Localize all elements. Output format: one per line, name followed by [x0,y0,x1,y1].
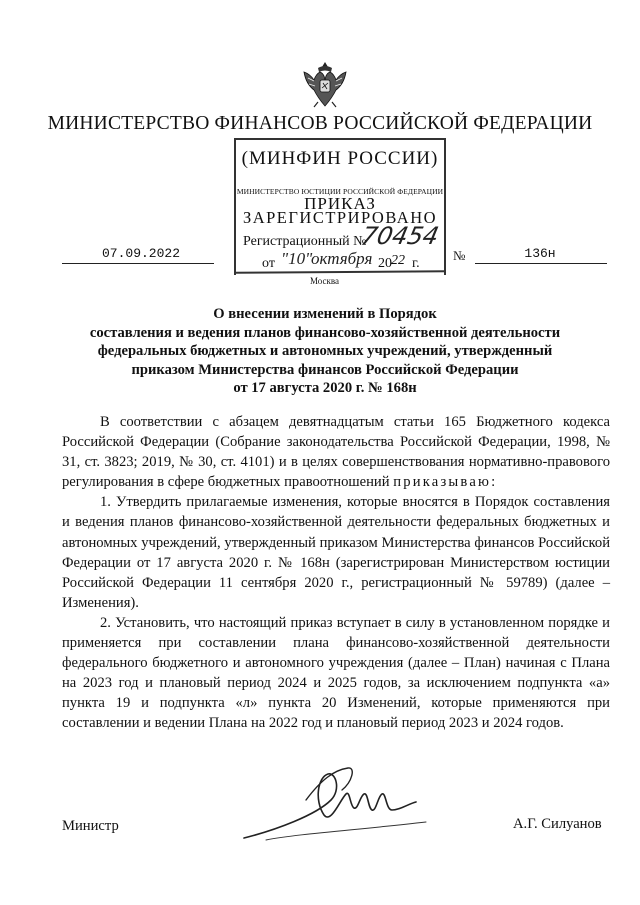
stamp-ministry-small: МИНИСТЕРСТВО ЮСТИЦИИ РОССИЙСКОЙ ФЕДЕРАЦИИ [236,187,444,196]
heading-line: федеральных бюджетных и автономных учреждений, утвержденный [97,343,553,359]
city-label: Москва [310,276,339,286]
handwritten-signature [236,760,436,845]
document-body [62,412,610,734]
heading-line: О внесении изменений в Порядок [213,306,437,322]
document-heading [60,305,590,398]
paragraph-1: 1. Утвердить прилагаемые изменения, которые вносятся в Порядок составления и ведения планов финансово-хозяйственной деятельности федеральных бюджетных и автономных учреждений, утвержденный приказом Министерства финансов Российской Федерации от 17 августа 2020 г. № 168н (зарегистрирован Министерством юстиции Российской Федерации 11 сентября 2020 г., регистрационный № 59789) (далее – Изменения). [62,494,610,611]
paragraph-preamble [62,412,610,492]
stamp-date-year-hand: 22 [391,253,405,268]
stamp-reg-label: Регистрационный № [243,234,367,249]
signatory-name: А.Г. Силуанов [513,816,602,832]
stamp-date-year: 20 [378,256,392,271]
number-sign: № [453,248,466,263]
signatory-position: Министр [62,818,119,834]
stamp-date-month: октября [311,249,373,268]
ministry-title: МИНИСТЕРСТВО ФИНАНСОВ РОССИЙСКОЙ ФЕДЕРАЦИИ [47,113,593,134]
stamp-reg-number: 70454 [359,222,442,250]
heading-line: от 17 августа 2020 г. № 168н [233,380,417,396]
stamp-date-prefix: от [262,256,275,271]
order-word: приказываю: [393,474,498,491]
coat-of-arms-emblem [300,58,350,110]
paragraph-2: 2. Установить, что настоящий приказ вступает в силу в установленном порядке и применяется при составлении плана финансово-хозяйственной деятельности федерального бюджетного и автономного учреждения (далее – План) начиная с Плана на 2023 год и плановый период 2024 и 2025 годов, за исключением подпункта «а» пункта 19 и подпункта «л» пункта 20 Изменений, которые применяются при составлении и ведении Плана на 2022 год и плановый период 2023 и 2024 годов. [62,614,610,732]
stamp-doc-type: ПРИКАЗ [304,194,376,213]
preamble-text: В соответствии с абзацем девятнадцатым статьи 165 Бюджетного кодекса Российской Федерации (Собрание законодательства Российской Федерации, 1998, № 31, ст. 3823; 2019, № 30, ст. 4101) и в целях совершенствования нормативно-правового регулирования в сфере бюджетных правоотношений [62,414,610,491]
stamp-registered: ЗАРЕГИСТРИРОВАНО [242,208,438,227]
stamp-date-suffix: г. [412,256,420,271]
document-date: 07.09.2022 [101,246,180,261]
document-number: 136н [524,246,556,261]
stamp-agency: (МИНФИН РОССИИ) [241,148,439,169]
heading-line: приказом Министерства финансов Российской Федерации [131,361,519,378]
heading-line: составления и ведения планов финансово-хозяйственной деятельности [89,324,561,341]
date-underline [62,263,214,264]
stamp-date-day: "10" [281,249,313,268]
number-underline [475,263,607,264]
